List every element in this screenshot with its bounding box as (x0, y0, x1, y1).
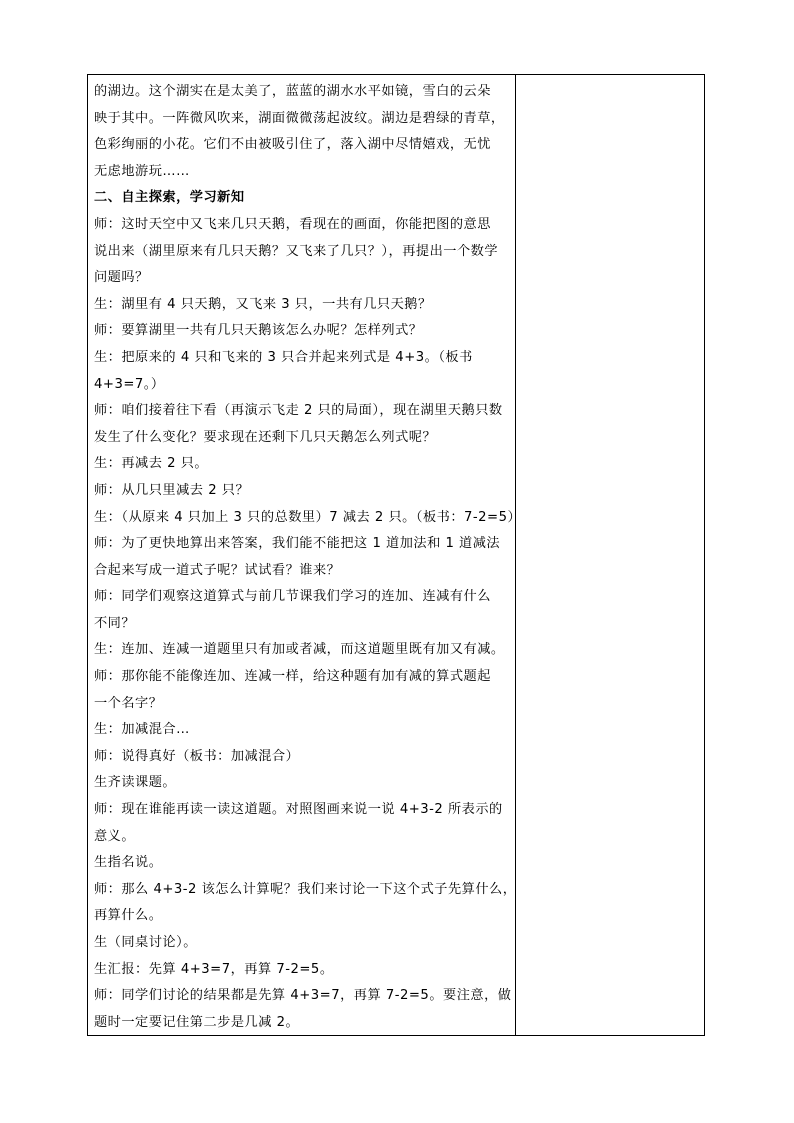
text-line: 师：同学们讨论的结果都是先算 4+3=7，再算 7-2=5。要注意，做 (94, 988, 512, 1004)
section-heading: 二、自主探索，学习新知 (94, 190, 245, 206)
text-line: 生汇报：先算 4+3=7，再算 7-2=5。 (94, 961, 334, 977)
text-line: 师：这时天空中又飞来几只天鹅，看现在的画面，你能把图的意思 (94, 216, 491, 232)
text-line: 色彩绚丽的小花。它们不由被吸引住了，落入湖中尽情嬉戏，无忧 (94, 137, 491, 153)
text-line: 师：说得真好（板书：加减混合） (94, 748, 300, 764)
text-line: 映于其中。一阵微风吹来，湖面微微荡起波纹。湖边是碧绿的青草， (94, 110, 505, 126)
notes-cell (516, 75, 704, 1035)
text-line: 师：咱们接着往下看（再演示飞走 2 只的局面），现在湖里天鹅只数 (94, 403, 503, 419)
text-line: 生：（从原来 4 只加上 3 只的总数里）7 减去 2 只。（板书：7-2=5） (94, 509, 522, 525)
text-line: 再算什么。 (94, 908, 163, 924)
text-line: 师：为了更快地算出来答案，我们能不能把这 1 道加法和 1 道减法 (94, 536, 501, 552)
text-line: 意义。 (94, 828, 136, 844)
text-line: 生：加减混合… (94, 722, 190, 738)
text-line: 生指名说。 (94, 855, 163, 871)
text-line: 生：连加、连减一道题里只有加或者减，而这道题里既有加又有减。 (94, 642, 505, 658)
lesson-plan-table (87, 74, 705, 1036)
text-line: 师：那么 4+3-2 该怎么计算呢？我们来讨论一下这个式子先算什么， (94, 881, 517, 897)
text-line: 师：那你能不能像连加、连减一样，给这种题有加有减的算式题起 (94, 669, 491, 685)
text-line: 说出来（湖里原来有几只天鹅？又飞来了几只？），再提出一个数学 (94, 243, 499, 259)
text-line: 的湖边。这个湖实在是太美了，蓝蓝的湖水水平如镜，雪白的云朵 (94, 84, 491, 99)
text-line: 生：湖里有 4 只天鹅，又飞来 3 只，一共有几只天鹅？ (94, 296, 432, 312)
text-line: 一个名字？ (94, 695, 163, 711)
lesson-content-cell (88, 75, 522, 1035)
text-line: 师：现在谁能再读一读这道题。对照图画来说一说 4+3-2 所表示的 (94, 802, 503, 818)
text-line: 不同？ (94, 615, 136, 631)
text-line: 发生了什么变化？要求现在还剩下几只天鹅怎么列式呢？ (94, 429, 437, 445)
text-line: 师：要算湖里一共有几只天鹅该怎么办呢？怎样列式？ (94, 323, 423, 339)
text-line: 师：从几只里减去 2 只？ (94, 482, 250, 498)
text-line: 生：再减去 2 只。 (94, 456, 209, 472)
text-line: 生齐读课题。 (94, 775, 177, 791)
text-line: 生（同桌讨论）。 (94, 935, 197, 950)
text-line: 问题吗？ (94, 270, 149, 286)
text-line: 师：同学们观察这道算式与前几节课我们学习的连加、连减有什么 (94, 589, 491, 605)
text-line: 合起来写成一道式子呢？试试看？谁来？ (94, 562, 341, 578)
text-line: 题时一定要记住第二步是几减 2。 (94, 1014, 300, 1030)
text-line: 生：把原来的 4 只和飞来的 3 只合并起来列式是 4+3。（板书 (94, 349, 473, 365)
text-line: 4+3=7。） (94, 376, 165, 392)
text-line: 无虑地游玩…… (94, 163, 190, 179)
